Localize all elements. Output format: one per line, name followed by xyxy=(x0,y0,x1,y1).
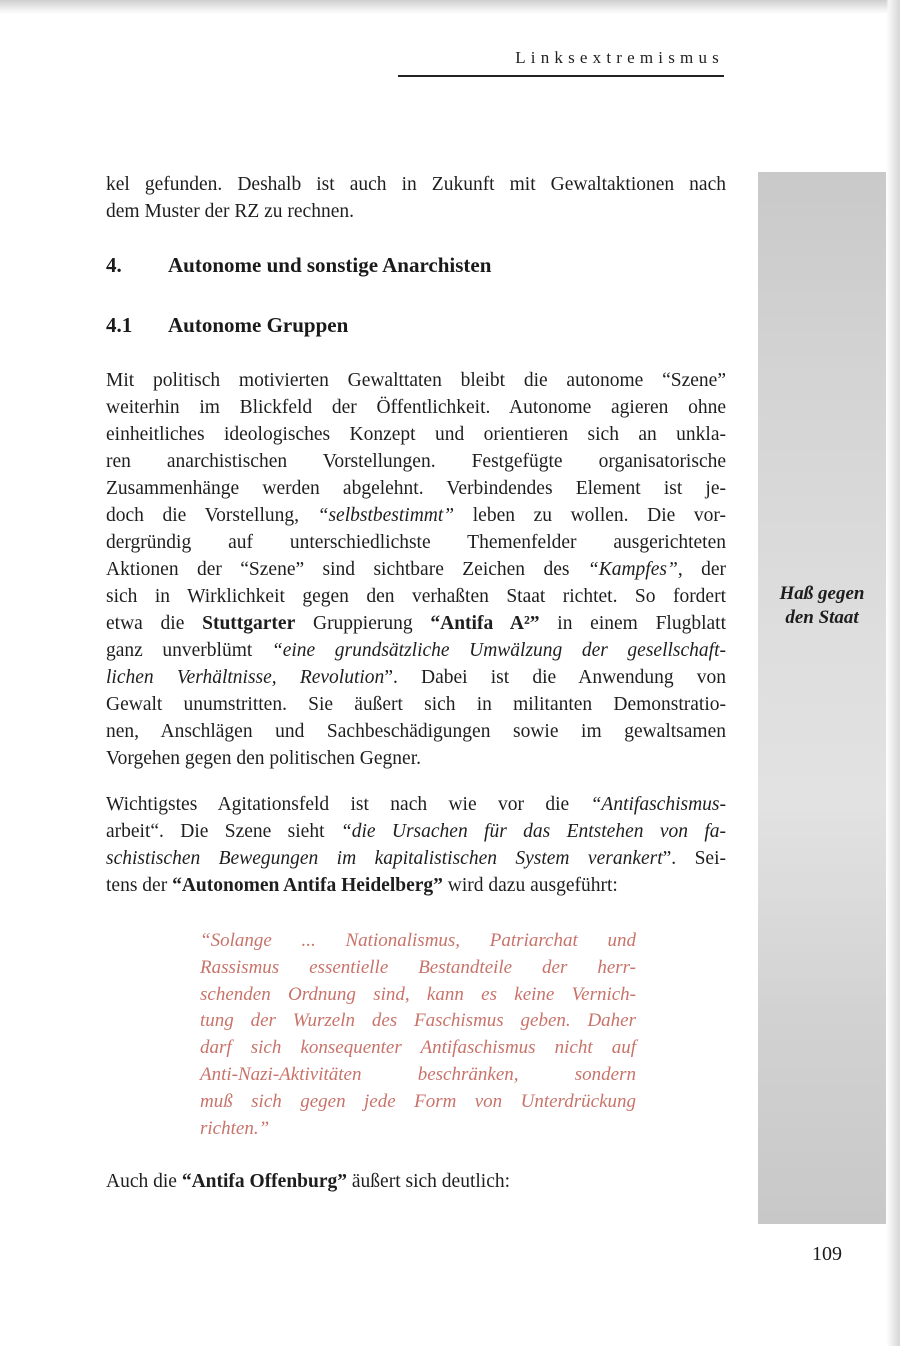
quote-line: muß sich gegen jede Form von Unterdrückung xyxy=(200,1090,636,1112)
quote-line: richten.” xyxy=(200,1117,270,1139)
body-paragraph xyxy=(106,1168,726,1195)
quote-line: schenden Ordnung sind, kann es keine Vernich- xyxy=(200,983,636,1005)
text-line: einheitliches ideologisches Konzept und orientieren sich an unkla- xyxy=(106,424,726,445)
section-title: Autonome und sonstige Anarchisten xyxy=(168,253,492,277)
quote-line: “Solange ... Nationalismus, Patriarchat und xyxy=(200,930,636,951)
text-line: dergründig auf unterschiedlichste Themenfelder ausgerichteten xyxy=(106,532,726,553)
emphasis-run: “selbstbestimmt” xyxy=(317,505,455,526)
text-run: Auch die xyxy=(106,1171,182,1192)
margin-band xyxy=(758,172,886,1224)
emphasis-run: “Antifaschismus- xyxy=(590,794,726,815)
text-line: Gewalt unumstritten. Sie äußert sich in militanten Demonstratio- xyxy=(106,694,726,715)
text-line: ren anarchistischen Vorstellungen. Festgefügte organisatorische xyxy=(106,451,726,472)
text-line xyxy=(106,872,726,899)
text-line xyxy=(106,1168,726,1195)
text-run: ganz unverblümt xyxy=(106,640,272,661)
text-run: ”. Sei- xyxy=(662,848,726,869)
text-line xyxy=(106,610,726,637)
text-run: äußert sich deutlich: xyxy=(347,1171,511,1192)
scan-edge-right xyxy=(886,0,900,1346)
emphasis-run: lichen Verhältnisse, Revolution xyxy=(106,667,385,688)
page-number: 109 xyxy=(812,1243,842,1265)
quote-line: Rassismus essentielle Bestandteile der herr- xyxy=(200,956,636,978)
text-line: weiterhin im Blickfeld der Öffentlichkeit. Autonome agieren ohne xyxy=(106,397,726,418)
text-run: in einem Flugblatt xyxy=(539,613,726,634)
text-run: Aktionen der “Szene” sind sichtbare Zeichen des xyxy=(106,559,588,580)
text-line: Vorgehen gegen den politischen Gegner. xyxy=(106,748,421,769)
header-rule xyxy=(398,75,724,77)
text-run: tens der xyxy=(106,875,173,896)
intro-paragraph xyxy=(106,171,726,225)
emphasis-run: “die Ursachen für das Entstehen von fa- xyxy=(340,821,726,842)
text-line: dem Muster der RZ zu rechnen. xyxy=(106,201,354,222)
running-head: Linksextremismus xyxy=(515,48,724,67)
text-line xyxy=(106,791,726,818)
section-heading-4-1 xyxy=(106,313,348,338)
quote-line: darf sich konsequenter Antifaschismus nicht auf xyxy=(200,1037,636,1059)
text-run: doch die Vorstellung, xyxy=(106,505,318,526)
text-run: leben zu wollen. Die vor- xyxy=(454,505,726,526)
text-line: Mit politisch motivierten Gewalttaten bleibt die autonome “Szene” xyxy=(106,370,726,391)
text-line xyxy=(106,637,726,664)
margin-note-line: Haß gegen xyxy=(779,583,865,604)
emphasis-run: schistischen Bewegungen im kapitalistischen System verankert xyxy=(106,848,663,869)
section-heading-4 xyxy=(106,253,491,278)
bold-run: “Antifa Offenburg” xyxy=(181,1171,348,1192)
text-line xyxy=(106,664,726,691)
text-run: Gruppierung xyxy=(295,613,431,634)
text-line: kel gefunden. Deshalb ist auch in Zukunft mit Gewaltaktionen nach xyxy=(106,174,726,195)
margin-note xyxy=(758,582,886,630)
section-title: Autonome Gruppen xyxy=(168,313,349,337)
body-paragraph xyxy=(106,367,726,772)
section-number: 4.1 xyxy=(106,313,133,337)
bold-run: “Autonomen Antifa Heidelberg” xyxy=(172,875,443,896)
text-run: wird dazu ausgeführt: xyxy=(442,875,618,896)
text-line: sich in Wirklichkeit gegen den verhaßten Staat richtet. So fordert xyxy=(106,586,726,607)
text-line: Zusammenhänge werden abgelehnt. Verbindendes Element ist je- xyxy=(106,478,726,499)
bold-run: “Antifa A²” xyxy=(430,613,540,634)
text-run: , der xyxy=(677,559,726,580)
margin-note-line: den Staat xyxy=(785,607,859,628)
text-run: etwa die xyxy=(106,613,203,634)
text-line: nen, Anschlägen und Sachbeschädigungen sowie im gewaltsamen xyxy=(106,721,726,742)
section-number: 4. xyxy=(106,253,122,277)
quote-line: Anti-Nazi-Aktivitäten beschränken, sondern xyxy=(200,1063,636,1085)
text-run: Wichtigstes Agitationsfeld ist nach wie vor die xyxy=(106,794,591,815)
block-quote xyxy=(200,928,636,1142)
text-line xyxy=(106,556,726,583)
body-paragraph xyxy=(106,791,726,899)
text-line xyxy=(106,845,726,872)
emphasis-run: “Kampfes” xyxy=(587,559,678,580)
text-line xyxy=(106,818,726,845)
text-line xyxy=(106,502,726,529)
text-run: arbeit“. Die Szene sieht xyxy=(106,821,341,842)
bold-run: Stuttgarter xyxy=(202,613,296,634)
text-run: ”. Dabei ist die Anwendung von xyxy=(384,667,726,688)
emphasis-run: “eine grundsätzliche Umwälzung der gesellschaft- xyxy=(271,640,726,661)
scan-edge-top xyxy=(0,0,900,14)
quote-line: tung der Wurzeln des Faschismus geben. Daher xyxy=(200,1010,636,1032)
